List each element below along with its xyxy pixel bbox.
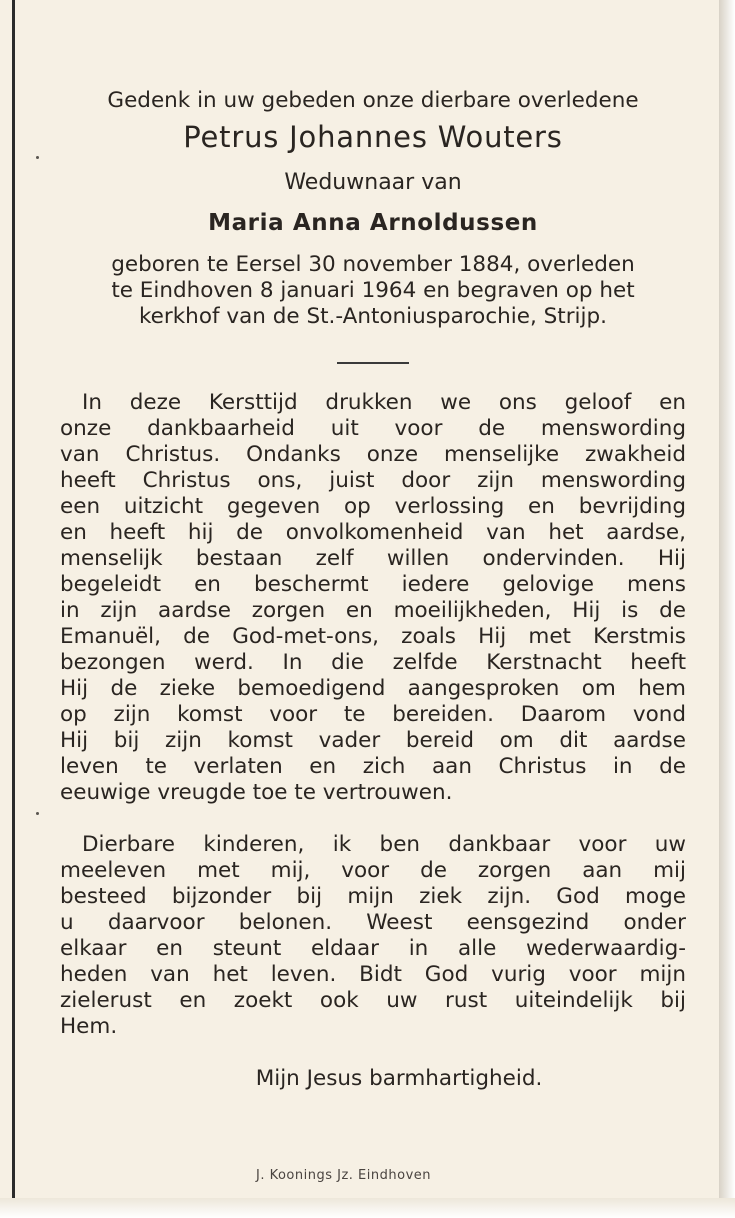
paragraph-line: zielerust en zoekt ook uw rust uiteindelijk bij bbox=[60, 988, 686, 1013]
paragraph-line: van Christus. Ondanks onze menselijke zwakheid bbox=[60, 442, 686, 467]
paragraph-line: een uitzicht gegeven op verlossing en bevrijding bbox=[60, 494, 686, 519]
card-left-border bbox=[12, 0, 15, 1218]
paragraph-line: meeleven met mij, voor de zorgen aan mij bbox=[60, 858, 686, 883]
children-paragraph bbox=[60, 832, 686, 1040]
paragraph-line: begeleidt en beschermt iedere gelovige mens bbox=[60, 572, 686, 597]
closing-prayer: Mijn Jesus barmhartigheid. bbox=[255, 1066, 543, 1091]
paragraph-line: u daarvoor belonen. Weest eensgezind onder bbox=[60, 910, 686, 935]
dates-line: kerkhof van de St.-Antoniusparochie, Strijp. bbox=[138, 304, 607, 329]
paragraph-line: Hij de zieke bemoedigend aangesproken om hem bbox=[60, 676, 686, 701]
paragraph-line: elkaar en steunt eldaar in alle wederwaardig- bbox=[60, 936, 686, 961]
paragraph-line: Dierbare kinderen, ik ben dankbaar voor uw bbox=[82, 832, 686, 857]
paragraph-line: op zijn komst voor te bereiden. Daarom vond bbox=[60, 702, 686, 727]
paragraph-line: Hem. bbox=[60, 1014, 118, 1039]
paragraph-line: bezongen werd. In die zelfde Kerstnacht heeft bbox=[60, 650, 686, 675]
widower-label: Weduwnaar van bbox=[284, 170, 462, 195]
dates-line: geboren te Eersel 30 november 1884, overleden bbox=[111, 252, 635, 277]
card-bottom-edge bbox=[0, 1198, 735, 1218]
printer-imprint: J. Koonings Jz. Eindhoven bbox=[256, 1168, 431, 1183]
paragraph-line: In deze Kersttijd drukken we ons geloof en bbox=[82, 390, 686, 415]
paragraph-line: heden van het leven. Bidt God vurig voor mijn bbox=[60, 962, 686, 987]
card-right-edge bbox=[719, 0, 735, 1218]
paper-speck bbox=[36, 812, 39, 815]
paragraph-line: en heeft hij de onvolkomenheid van het aardse, bbox=[60, 520, 686, 545]
intro-line: Gedenk in uw gebeden onze dierbare overledene bbox=[107, 88, 639, 113]
deceased-name: Petrus Johannes Wouters bbox=[183, 120, 563, 154]
paragraph-line: onze dankbaarheid uit voor de menswording bbox=[60, 416, 686, 441]
spouse-name: Maria Anna Arnoldussen bbox=[208, 210, 538, 236]
paragraph-line: leven te verlaten en zich aan Christus in de bbox=[60, 754, 686, 779]
paragraph-line: in zijn aardse zorgen en moeilijkheden, Hij is de bbox=[60, 598, 686, 623]
birth-death-details bbox=[60, 252, 686, 330]
paragraph-line: heeft Christus ons, juist door zijn menswording bbox=[60, 468, 686, 493]
paragraph-line: menselijk bestaan zelf willen ondervinden. Hij bbox=[60, 546, 686, 571]
paragraph-line: eeuwige vreugde toe te vertrouwen. bbox=[60, 780, 453, 805]
paragraph-line: besteed bijzonder bij mijn ziek zijn. God moge bbox=[60, 884, 686, 909]
section-divider bbox=[337, 362, 409, 364]
paper-speck bbox=[36, 156, 39, 159]
paragraph-line: Emanuël, de God-met-ons, zoals Hij met Kerstmis bbox=[60, 624, 686, 649]
paragraph-line: Hij bij zijn komst vader bereid om dit aardse bbox=[60, 728, 686, 753]
card-content bbox=[60, 88, 686, 1092]
dates-line: te Eindhoven 8 januari 1964 en begraven op het bbox=[111, 278, 635, 303]
christmas-paragraph bbox=[60, 390, 686, 806]
